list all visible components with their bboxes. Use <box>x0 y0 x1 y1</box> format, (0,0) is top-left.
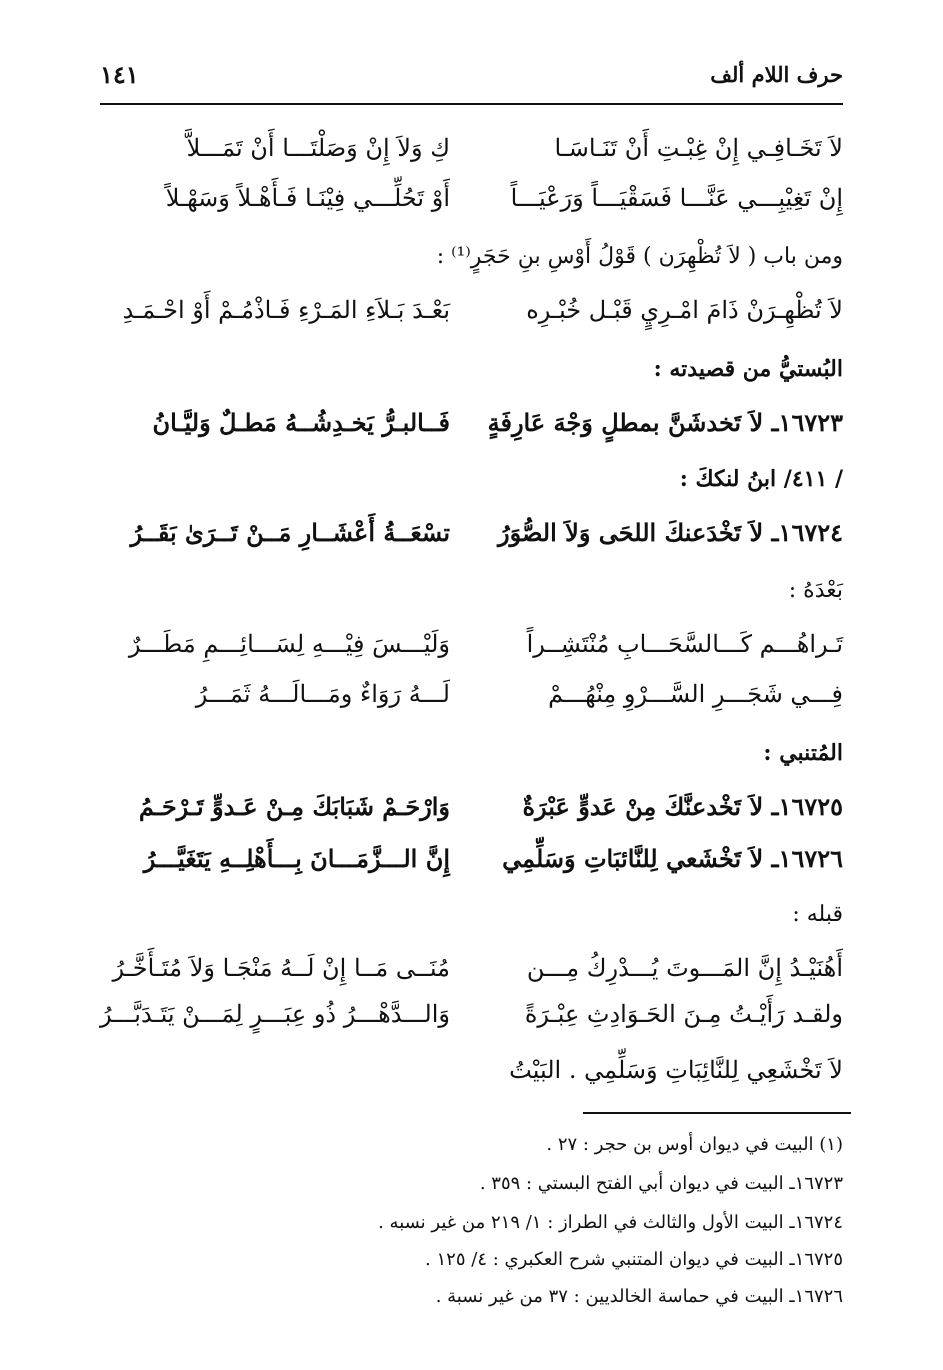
page-header <box>100 56 843 96</box>
hemistich-first: ١٦٧٢٦ـ لاَ تَخْشَعي لِلنَّائبَاتِ وَسَلِّمِي <box>502 844 843 873</box>
hemistich-first: أَهُنَيْـدُ إِنَّ المَـــوتَ يُـــدْرِكُ مِـــن <box>526 954 843 982</box>
chapter-title: حرف اللام ألف <box>710 62 843 87</box>
hemistich-second: وَالـــدَّهْـــرُ ذُو عِبَـــرٍ لِمَـــنْ يَتَـدَبَّـــرُ <box>99 1000 450 1028</box>
intro-lankak: / ٤١١/ ابنُ لنككَ : <box>679 466 843 492</box>
hemistich-first: لاَ تُظْهِـرَنْ ذَامَ امْـرِيٍ قَبْـل خُبْـرِه <box>526 296 843 324</box>
footnote: ١٦٧٢٤ـ البيت الأول والثالث في الطراز : ١/ ٢١٩ من غير نسبه . <box>378 1212 843 1233</box>
hemistich-first: إِنْ تَغِيْبِـــي عَنَّـــا فَسَقْيَـــاً وَرَعْيَـــاً <box>510 184 843 212</box>
footnote: ١٦٧٢٥ـ البيت في ديوان المتنبي شرح العكبري : ٤/ ١٢٥ . <box>425 1249 843 1270</box>
hemistich-second: فَــالبـرُّ يَخـدِشُــهُ مَطـلٌ وَليَّـانُ <box>152 408 450 437</box>
hemistich-second: لَـــهُ رَوَاءٌ ومَـــالَـــهُ ثَمَـــرُ <box>195 680 450 708</box>
hemistich-second: تسْعَــةُ أَعْشَــارِ مَــنْ تَــرَىٰ بَقَــرُ <box>130 518 450 547</box>
intro-aws: ومن باب ( لاَ تُظْهِرَن ) قَوْلُ أَوْسِ بنِ حَجَرٍ⁽¹⁾ : <box>436 244 843 269</box>
hemistich-second: مُنَــى مَــا إِنْ لَــهُ مَنْجَـا وَلاَ مُتَـأَخَّـرُ <box>112 954 450 982</box>
before-label: قبله : <box>792 902 843 927</box>
intro-mutanabbi: المُتنبي : <box>763 740 843 766</box>
hemistich-first: ١٦٧٢٤ـ لاَ تَخْدَعنكَ اللحَى وَلاَ الصُّوَرُ <box>498 518 843 547</box>
hemistich-second: كِ وَلاَ إِنْ وَصَلْتَـــا أَنْ تَمَـــلاَّ <box>186 134 450 162</box>
hemistich-second: وَارْحَـمْ شَبَابَكَ مِـنْ عَـدوٍّ تَـرْحَـمُ <box>138 792 450 821</box>
footnote-divider <box>583 1112 851 1114</box>
footnote: (١) البيت في ديوان أوس بن حجر : ٢٧ . <box>546 1134 843 1155</box>
footnote: ١٦٧٢٣ـ البيت في ديوان أبي الفتح البستي : ٣٥٩ . <box>479 1173 843 1194</box>
hemistich-first: تَـراهُـــم كَـــالسَّحَـــابِ مُنْتَشِــراً <box>526 630 843 658</box>
footnote: ١٦٧٢٦ـ البيت في حماسة الخالديين : ٣٧ من غير نسبة . <box>435 1286 843 1307</box>
hemistich-second: إِنَّ الـــزَّمَـــانَ بِـــأَهْلِــهِ يَتَغَيَّـــرُ <box>143 844 450 873</box>
hemistich-second: بَعْـدَ بَـلاَءِ المَـرْءِ فَـاذْمُـمْ أَوْ احْـمَـدِ <box>122 296 450 324</box>
hemistich-first: ١٦٧٢٥ـ لاَ تَخْدعنَّكَ مِنْ عَدوٍّ عَبْرَةٌ <box>522 792 843 821</box>
hemistich-first: ١٦٧٢٣ـ لاَ تَخدشَنَّ بمطلٍ وَجْهَ عَارِفَةٍ <box>487 408 843 437</box>
hemistich-first: لاَ تَخَـافِـي إِنْ غِبْـتِ أَنْ تَنَـاسَـا <box>554 134 843 162</box>
hemistich-first: ولقـد رَأَيْـتُ مِـنَ الحَـوَادِثِ عِبْـرَةً <box>524 1000 843 1028</box>
closing-line: لاَ تَخْشَعِي لِلنَّائِبَاتِ وَسَلِّمِي . البَيْتُ <box>509 1056 843 1084</box>
hemistich-second: وَلَيْـــسَ فِيْـــهِ لِسَـــائِـــمِ مَطَـــرٌ <box>128 630 450 658</box>
header-divider <box>100 103 843 105</box>
after-label: بَعْدَهُ : <box>788 578 843 603</box>
page-number: ١٤١ <box>100 60 139 89</box>
hemistich-first: فِـــي شَجَـــرِ السَّـــرْوِ مِنْهُـــمْ <box>548 680 843 708</box>
hemistich-second: أَوْ تَحُلِّـــي فِيْنَـا فَـأَهْـلاً وَسَهْـلاً <box>165 184 450 212</box>
intro-busti: البُستيُّ من قصيدته : <box>653 356 843 382</box>
